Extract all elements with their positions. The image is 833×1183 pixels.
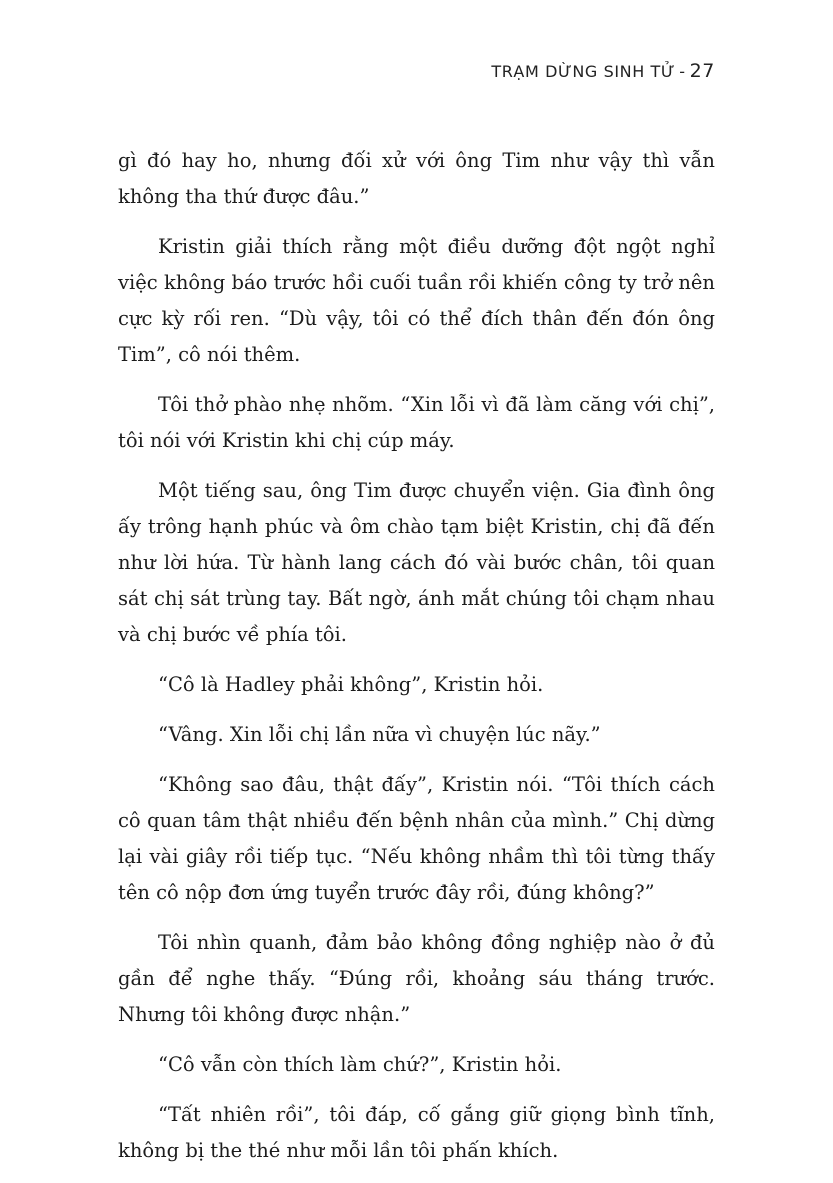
paragraph: “Cô vẫn còn thích làm chứ?”, Kristin hỏi. — [158, 1053, 562, 1076]
running-title: TRẠM DỪNG SINH TỬ — [491, 62, 676, 81]
paragraph: Tôi thở phào nhẹ nhõm. “Xin lỗi vì đã làm căng với chị”, tôi nói với Kristin khi chị cúp máy. — [118, 393, 715, 452]
header-separator: - — [679, 62, 686, 81]
paragraph: Tôi nhìn quanh, đảm bảo không đồng nghiệp nào ở đủ gần để nghe thấy. “Đúng rồi, khoảng sáu tháng trước. Nhưng tôi không được nhận.” — [118, 931, 715, 1026]
paragraph: “Cô là Hadley phải không”, Kristin hỏi. — [158, 673, 544, 696]
paragraph: Kristin giải thích rằng một điều dưỡng đột ngột nghỉ việc không báo trước hồi cuối tuần rồi khiến công ty trở nên cực kỳ rối ren. “Dù vậy, tôi có thể đích thân đến đón ông Tim”, cô nói thêm. — [118, 235, 715, 366]
paragraph: gì đó hay ho, nhưng đối xử với ông Tim như vậy thì vẫn không tha thứ được đâu.” — [118, 149, 715, 208]
paragraph: “Vâng. Xin lỗi chị lần nữa vì chuyện lúc nãy.” — [158, 723, 601, 746]
paragraph: Một tiếng sau, ông Tim được chuyển viện. Gia đình ông ấy trông hạnh phúc và ôm chào tạm biệt Kristin, chị đã đến như lời hứa. Từ hành lang cách đó vài bước chân, tôi quan sát chị sát trùng tay. Bất ngờ, ánh mắt chúng tôi chạm nhau và chị bước về phía tôi. — [118, 479, 715, 646]
paragraph: “Tất nhiên rồi”, tôi đáp, cố gắng giữ giọng bình tĩnh, không bị the thé như mỗi lần tôi phấn khích. — [118, 1103, 715, 1162]
body-text — [118, 143, 715, 1183]
page-number: 27 — [689, 60, 715, 82]
paragraph: “Không sao đâu, thật đấy”, Kristin nói. “Tôi thích cách cô quan tâm thật nhiều đến bệnh nhân của mình.” Chị dừng lại vài giây rồi tiếp tục. “Nếu không nhầm thì tôi từng thấy tên cô nộp đơn ứng tuyển trước đây rồi, đúng không?” — [118, 773, 715, 904]
running-header — [491, 60, 715, 82]
